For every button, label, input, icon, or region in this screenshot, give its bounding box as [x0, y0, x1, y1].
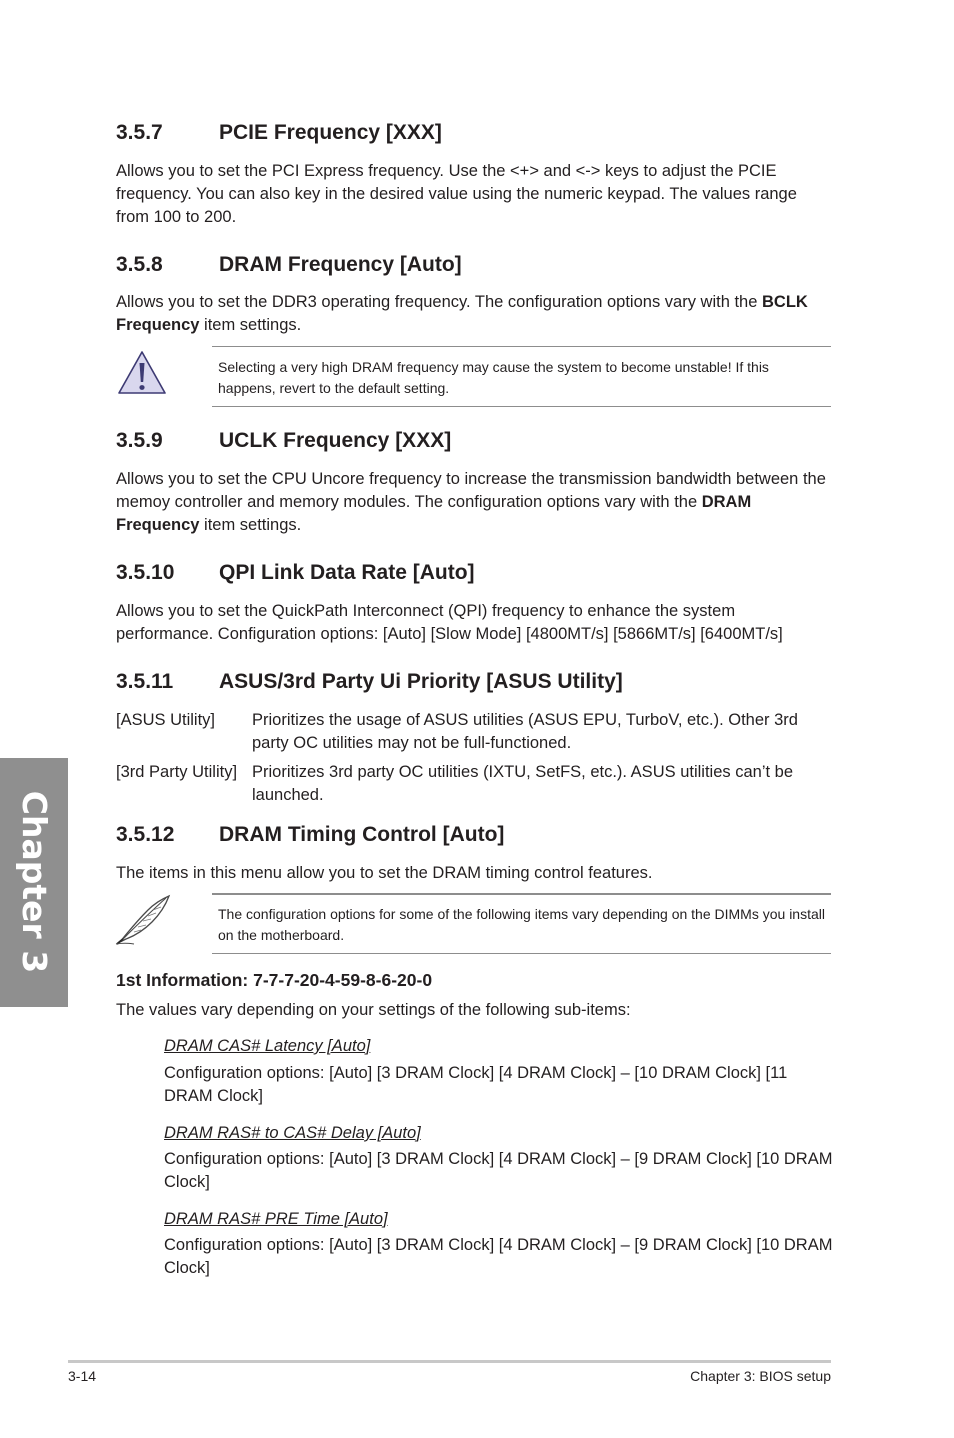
section-number: 3.5.9 [116, 429, 163, 452]
bold-term: BCLK Frequency [116, 293, 808, 334]
body-text: item settings. [199, 316, 302, 334]
note-text: The configuration options for some of the following items vary depending on the DIMMs you install on the motherboard. [218, 906, 825, 943]
info-body: The values vary depending on your settings of the following sub-items: [116, 1001, 631, 1019]
warning-rule-top [212, 346, 831, 347]
subitem-title: DRAM CAS# Latency [Auto] [164, 1037, 371, 1055]
section-heading-3-5-7 [116, 120, 442, 146]
quill-pen-icon [114, 894, 172, 946]
option-description: Prioritizes the usage of ASUS utilities (ASUS EPU, TurboV, etc.). Other 3rd party OC utilities may not be full-functioned. [252, 711, 798, 752]
section-body-3-5-8 [116, 291, 834, 337]
section-number: 3.5.8 [116, 253, 163, 276]
section-title: DRAM Timing Control [Auto] [219, 823, 505, 846]
body-text: Allows you to set the DDR3 operating frequency. The configuration options vary with the [116, 293, 762, 311]
section-title: PCIE Frequency [XXX] [219, 121, 442, 144]
section-title: UCLK Frequency [XXX] [219, 429, 452, 452]
option-description: Prioritizes 3rd party OC utilities (IXTU, SetFS, etc.). ASUS utilities can’t be launched. [252, 763, 794, 804]
subitem-description: Configuration options: [Auto] [3 DRAM Clock] [4 DRAM Clock] – [9 DRAM Clock] [10 DRAM Clock] [164, 1150, 833, 1191]
section-number: 3.5.12 [116, 823, 175, 846]
note-rule-top [212, 893, 831, 895]
section-heading-3-5-12 [116, 822, 504, 848]
section-body-3-5-10: Allows you to set the QuickPath Interconnect (QPI) frequency to enhance the system performance. Configuration options: [Auto] [Slow Mode] [4800MT/s] [5866MT/s] [6400MT/s] [116, 602, 783, 643]
option-term: [3rd Party Utility] [116, 763, 238, 781]
section-body-3-5-7: Allows you to set the PCI Express frequency. Use the <+> and <-> keys to adjust the PCIE frequency. You can also key in the desired value using the numeric keypad. The values range from 100 to 200. [116, 162, 797, 226]
section-heading-3-5-11 [116, 669, 623, 695]
warning-triangle-icon [116, 349, 168, 397]
chapter-tab [0, 758, 68, 1007]
section-heading-3-5-9 [116, 428, 451, 454]
option-term: [ASUS Utility] [116, 711, 216, 729]
subitem-description: Configuration options: [Auto] [3 DRAM Clock] [4 DRAM Clock] – [10 DRAM Clock] [11 DRAM Clock] [164, 1064, 788, 1105]
subitem-title: DRAM RAS# to CAS# Delay [Auto] [164, 1124, 421, 1142]
section-heading-3-5-8 [116, 252, 462, 278]
chapter-tab-label: Chapter 3 [15, 790, 54, 974]
warning-text: Selecting a very high DRAM frequency may cause the system to become unstable! If this happens, revert to the default setting. [218, 359, 769, 396]
note-rule-bottom [212, 953, 831, 954]
subitem-title: DRAM RAS# PRE Time [Auto] [164, 1210, 388, 1228]
section-number: 3.5.7 [116, 121, 163, 144]
page-number: 3-14 [68, 1368, 97, 1384]
bold-term: DRAM Frequency [116, 493, 752, 534]
footer-rule [68, 1360, 831, 1363]
subitem-description: Configuration options: [Auto] [3 DRAM Clock] [4 DRAM Clock] – [9 DRAM Clock] [10 DRAM Clock] [164, 1236, 833, 1277]
info-heading: 1st Information: 7-7-7-20-4-59-8-6-20-0 [116, 970, 433, 990]
body-text: Allows you to set the CPU Uncore frequency to increase the transmission bandwidth between the memoy controller and memory modules. The configuration options vary with the [116, 470, 826, 511]
section-number: 3.5.10 [116, 561, 175, 584]
section-title: ASUS/3rd Party Ui Priority [ASUS Utility] [219, 670, 623, 693]
warning-rule-bottom [212, 406, 831, 407]
footer-chapter-title: Chapter 3: BIOS setup [690, 1368, 831, 1384]
section-body-3-5-12: The items in this menu allow you to set the DRAM timing control features. [116, 864, 653, 882]
body-text: item settings. [199, 516, 302, 534]
section-title: QPI Link Data Rate [Auto] [219, 561, 475, 584]
section-body-3-5-9 [116, 468, 834, 537]
section-heading-3-5-10 [116, 560, 475, 586]
section-number: 3.5.11 [116, 670, 174, 693]
section-title: DRAM Frequency [Auto] [219, 253, 462, 276]
